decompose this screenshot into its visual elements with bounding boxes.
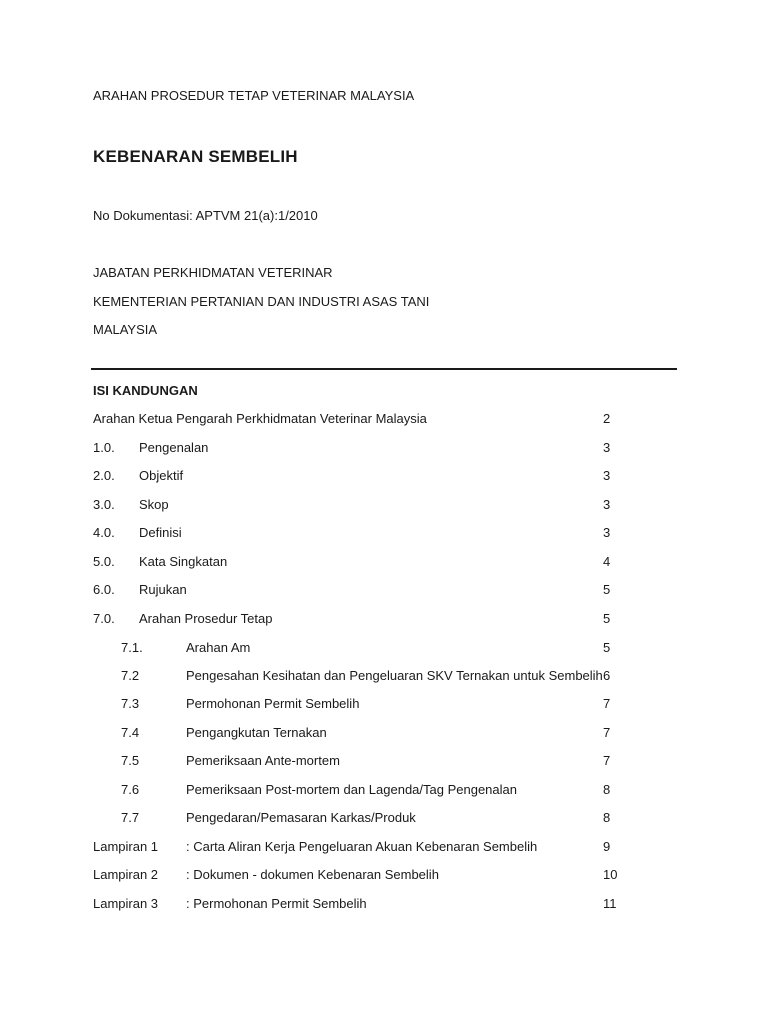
toc-subentry [0, 668, 768, 684]
toc-entry-number: 5.0. [93, 554, 115, 569]
toc-entry-intro [0, 411, 768, 427]
toc-subentry [0, 725, 768, 741]
toc-entry-label: Pengenalan [139, 440, 209, 455]
toc-entry-number: 7.2 [121, 668, 140, 683]
toc-entry-label: Objektif [139, 468, 184, 483]
toc-entry-label: Pemeriksaan Post-mortem dan Lagenda/Tag Pengenalan [186, 782, 517, 797]
toc-entry-label: Kata Singkatan [139, 554, 228, 569]
toc-subentry [0, 782, 768, 798]
document-number: No Dokumentasi: APTVM 21(a):1/2010 [93, 208, 318, 223]
toc-entry [0, 468, 768, 484]
toc-entry-label: Arahan Am [186, 640, 251, 655]
toc-entry-page: 2 [603, 411, 611, 426]
toc-entry-label: Definisi [139, 525, 182, 540]
horizontal-divider [91, 368, 677, 370]
toc-entry-page: 5 [603, 640, 611, 655]
toc-entry-label: Rujukan [139, 582, 187, 597]
toc-entry-label: : Permohonan Permit Sembelih [186, 896, 367, 911]
toc-entry-number: 7.4 [121, 725, 140, 740]
toc-entry-label: Permohonan Permit Sembelih [186, 696, 360, 711]
toc-entry-page: 6 [603, 668, 611, 683]
toc-entry-page: 7 [603, 753, 611, 768]
toc-entry [0, 440, 768, 456]
toc-entry-page: 8 [603, 810, 611, 825]
toc-entry-label: Arahan Ketua Pengarah Perkhidmatan Veterinar Malaysia [93, 411, 427, 426]
toc-entry-label: Pengesahan Kesihatan dan Pengeluaran SKV Ternakan untuk Sembelih [186, 668, 603, 683]
toc-entry-number: 3.0. [93, 497, 115, 512]
toc-entry-number: 7.6 [121, 782, 140, 797]
toc-entry-label: Pengangkutan Ternakan [186, 725, 327, 740]
toc-entry-label: Skop [139, 497, 169, 512]
toc-appendix-number: Lampiran 3 [93, 896, 159, 911]
toc-heading: ISI KANDUNGAN [93, 383, 198, 398]
organization-department: JABATAN PERKHIDMATAN VETERINAR [93, 265, 333, 280]
toc-appendix-number: Lampiran 1 [93, 839, 159, 854]
toc-entry-page: 9 [603, 839, 611, 854]
toc-subentry [0, 810, 768, 826]
toc-subentry [0, 696, 768, 712]
toc-entry-number: 7.1. [121, 640, 143, 655]
toc-entry-page: 5 [603, 611, 611, 626]
toc-entry-number: 7.5 [121, 753, 140, 768]
toc-entry-page: 5 [603, 582, 611, 597]
toc-entry-label: Pengedaran/Pemasaran Karkas/Produk [186, 810, 416, 825]
toc-entry-number: 7.3 [121, 696, 140, 711]
document-header: ARAHAN PROSEDUR TETAP VETERINAR MALAYSIA [93, 88, 415, 103]
toc-entry-page: 4 [603, 554, 611, 569]
toc-entry [0, 497, 768, 513]
toc-entry-number: 2.0. [93, 468, 115, 483]
toc-entry-page: 8 [603, 782, 611, 797]
toc-entry-label: : Dokumen - dokumen Kebenaran Sembelih [186, 867, 439, 882]
toc-appendix [0, 896, 768, 912]
toc-appendix [0, 867, 768, 883]
toc-subentry [0, 640, 768, 656]
organization-country: MALAYSIA [93, 322, 158, 337]
toc-appendix-number: Lampiran 2 [93, 867, 159, 882]
toc-entry-number: 7.0. [93, 611, 115, 626]
toc-entry-number: 4.0. [93, 525, 115, 540]
toc-entry-page: 7 [603, 725, 611, 740]
toc-subentry [0, 753, 768, 769]
toc-entry [0, 554, 768, 570]
toc-entry-page: 3 [603, 440, 611, 455]
toc-entry-number: 6.0. [93, 582, 115, 597]
toc-entry-number: 1.0. [93, 440, 115, 455]
toc-entry-label: Pemeriksaan Ante-mortem [186, 753, 340, 768]
document-title: KEBENARAN SEMBELIH [93, 147, 298, 166]
toc-entry-label: Arahan Prosedur Tetap [139, 611, 273, 626]
toc-entry-page: 3 [603, 525, 611, 540]
toc-entry-page: 3 [603, 468, 611, 483]
toc-appendix [0, 839, 768, 855]
toc-entry [0, 525, 768, 541]
toc-entry-page: 11 [603, 896, 617, 911]
toc-entry-page: 7 [603, 696, 611, 711]
toc-entry-label: : Carta Aliran Kerja Pengeluaran Akuan Kebenaran Sembelih [186, 839, 538, 854]
organization-ministry: KEMENTERIAN PERTANIAN DAN INDUSTRI ASAS TANI [93, 294, 430, 309]
toc-entry [0, 611, 768, 627]
toc-entry-page: 10 [603, 867, 618, 882]
toc-entry-page: 3 [603, 497, 611, 512]
toc-entry-number: 7.7 [121, 810, 140, 825]
toc-entry [0, 582, 768, 598]
